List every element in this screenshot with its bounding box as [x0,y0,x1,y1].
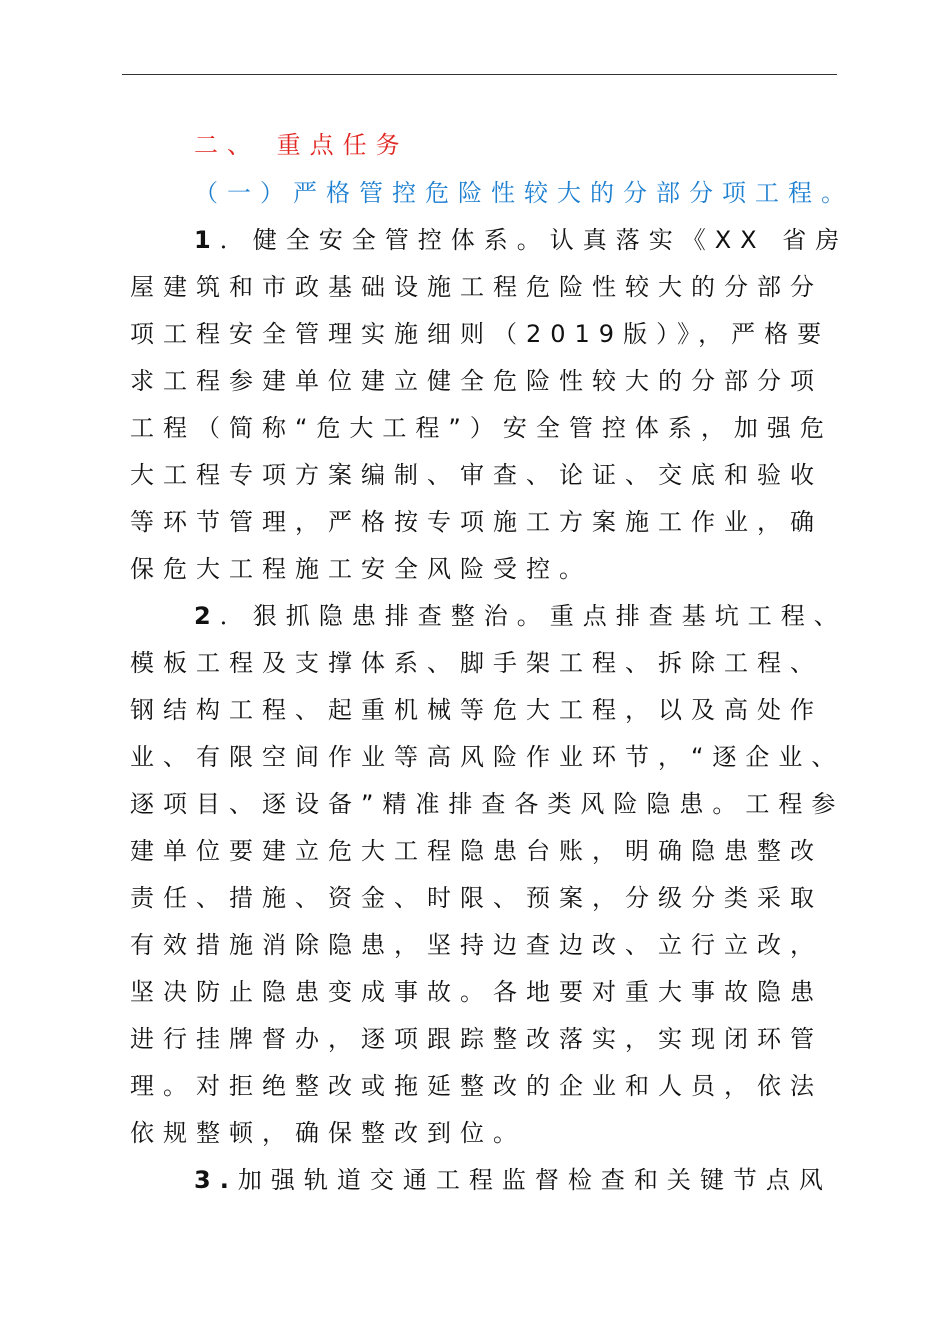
item-1-line: 保危大工程施工安全风险受控。 [130,555,592,583]
item-2-line: 理。对拒绝整改或拖延整改的企业和人员，依法 [130,1072,823,1100]
item-1-number: 1 [194,226,220,254]
item-1-first-line [194,225,894,255]
item-1-line: 工程（简称“危大工程”）安全管控体系，加强危 [130,414,833,442]
item-2-first-line [194,601,894,631]
item-2-number: 2 [194,602,220,630]
item-2-line: 坚决防止隐患变成事故。各地要对重大事故隐患 [130,978,823,1006]
item-1-line: 屋建筑和市政基础设施工程危险性较大的分部分 [130,273,823,301]
item-1-line: ．健全安全管控体系。认真落实《XX 省房 [219,226,849,254]
item-2-line: 模板工程及支撑体系、脚手架工程、拆除工程、 [130,649,823,677]
subsection-heading: （一）严格管控危险性较大的分部分项工程。 [194,179,854,207]
item-2-line: 责任、措施、资金、时限、预案，分级分类采取 [130,884,823,912]
item-2-line: 进行挂牌督办，逐项跟踪整改落实，实现闭环管 [130,1025,823,1053]
item-3-number: 3. [194,1166,238,1194]
item-1-line: 大工程专项方案编制、审查、论证、交底和验收 [130,461,823,489]
item-2-line: 逐项目、逐设备”精准排查各类风险隐患。工程参 [130,790,845,818]
item-2-line: ．狠抓隐患排查整治。重点排查基坑工程、 [219,602,847,630]
item-2-line: 建单位要建立危大工程隐患台账，明确隐患整改 [130,837,823,865]
item-3-first-line [194,1165,894,1195]
header-rule [122,74,837,75]
section-heading: 二、 重点任务 [194,131,409,159]
item-1-line: 等环节管理，严格按专项施工方案施工作业，确 [130,508,823,536]
item-2-line: 业、有限空间作业等高风险作业环节，“逐企业、 [130,743,845,771]
item-3-line: 加强轨道交通工程监督检查和关键节点风 [237,1166,832,1194]
item-2-line: 依规整顿，确保整改到位。 [130,1119,526,1147]
item-2-line: 钢结构工程、起重机械等危大工程，以及高处作 [130,696,823,724]
item-1-line: 项工程安全管理实施细则（2019版）》，严格要 [130,320,831,348]
item-2-line: 有效措施消除隐患，坚持边查边改、立行立改， [130,931,823,959]
item-1-line: 求工程参建单位建立健全危险性较大的分部分项 [130,367,823,395]
